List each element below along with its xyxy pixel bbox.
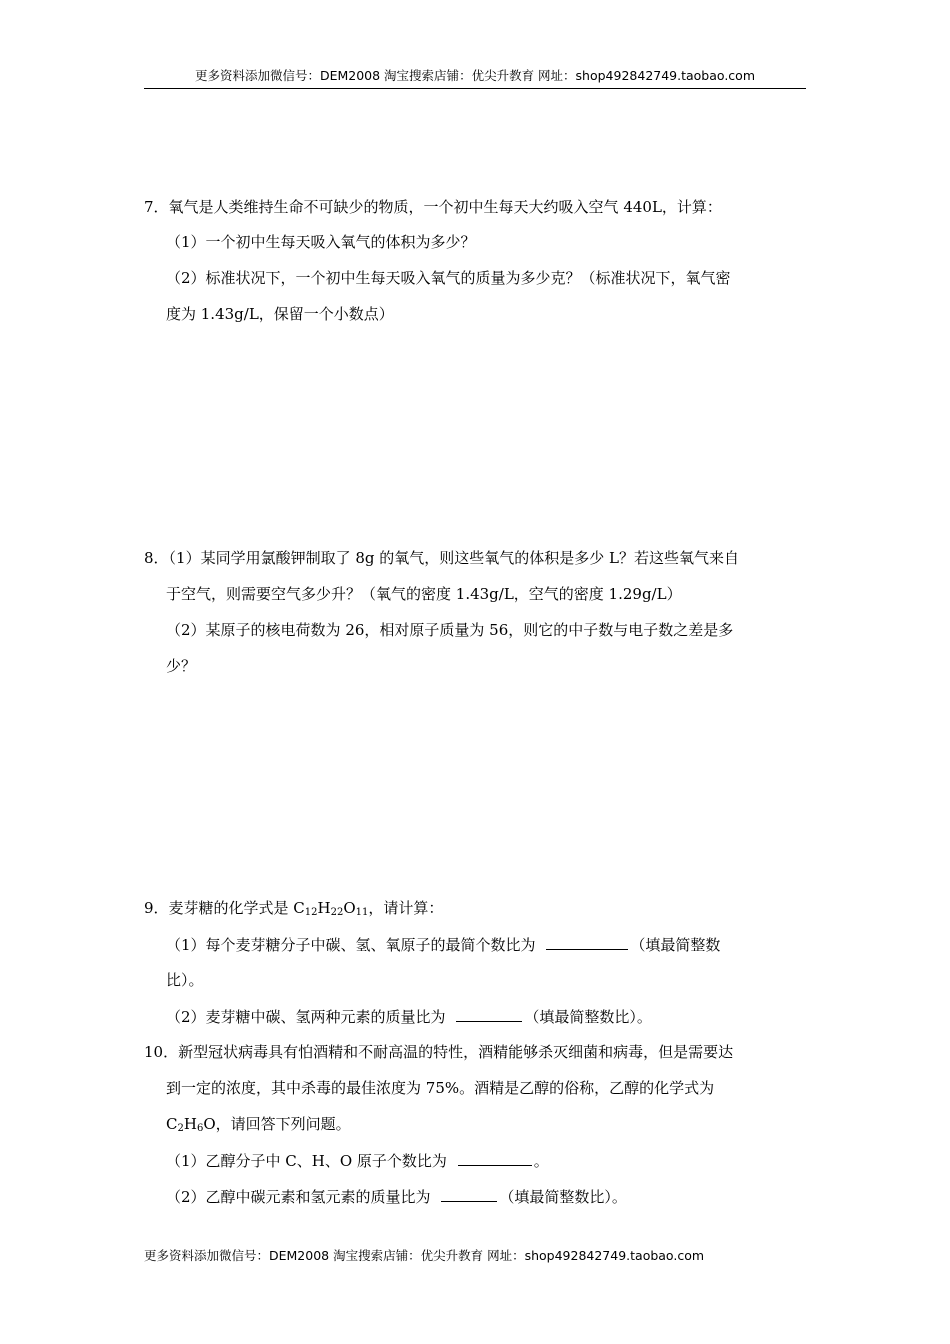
q9-part1-line2: 比）。 (166, 971, 204, 989)
q9-part1-line1: （1）每个麦芽糖分子中碳、氢、氧原子的最简个数比为 （填最简整数 (166, 936, 721, 954)
q10-part2: （2）乙醇中碳元素和氢元素的质量比为 （填最简整数比）。 (166, 1188, 627, 1206)
q10-part1: （1）乙醇分子中 C、H、O 原子个数比为 。 (166, 1152, 549, 1170)
header-text: 更多资料添加微信号：DEM2008 淘宝搜索店铺：优尖升教育 网址：shop492842749.taobao.com (194, 68, 756, 83)
q7-part2-line1: （2）标准状况下，一个初中生每天吸入氧气的质量为多少克？（标准状况下，氧气密 (166, 269, 731, 287)
q7-part1: （1）一个初中生每天吸入氧气的体积为多少？ (166, 233, 476, 251)
q8-line3: （2）某原子的核电荷数为 26，相对原子质量为 56，则它的中子数与电子数之差是多 (166, 621, 734, 639)
footer-text: 更多资料添加微信号：DEM2008 淘宝搜索店铺：优尖升教育 网址：shop492842749.taobao.com (144, 1248, 705, 1263)
q10-part2-answer-blank[interactable] (441, 1186, 497, 1202)
q8-line2: 于空气，则需要空气多少升？（氧气的密度 1.43g/L，空气的密度 1.29g/L） (166, 585, 682, 603)
q8-line1: 8．（1）某同学用氯酸钾制取了 8g 的氧气，则这些氧气的体积是多少 L？若这些氧气来自 (144, 549, 740, 567)
q9-stem: 9．麦芽糖的化学式是 $C_{12}H_{22}O_{11}$，请计算： (144, 899, 444, 918)
q8-line4: 少？ (166, 657, 197, 675)
q9-part1-answer-blank[interactable] (546, 934, 628, 950)
q7-part2-line2: 度为 1.43g/L，保留一个小数点） (166, 305, 394, 323)
q10-line1: 10．新型冠状病毒具有怕酒精和不耐高温的特性，酒精能够杀灭细菌和病毒，但是需要达 (144, 1043, 734, 1061)
q9-part2: （2）麦芽糖中碳、氢两种元素的质量比为 （填最简整数比）。 (166, 1008, 652, 1026)
q10-part1-answer-blank[interactable] (458, 1150, 532, 1166)
page-footer (144, 1246, 806, 1266)
q10-line3: $C_2H_6O$，请回答下列问题。 (166, 1115, 351, 1134)
page-header (144, 66, 806, 89)
q9-part2-answer-blank[interactable] (456, 1006, 522, 1022)
q10-line2: 到一定的浓度，其中杀毒的最佳浓度为 75%。酒精是乙醇的俗称，乙醇的化学式为 (166, 1079, 715, 1097)
q7-stem: 7．氧气是人类维持生命不可缺少的物质，一个初中生每天大约吸入空气 440L，计算： (144, 198, 722, 216)
